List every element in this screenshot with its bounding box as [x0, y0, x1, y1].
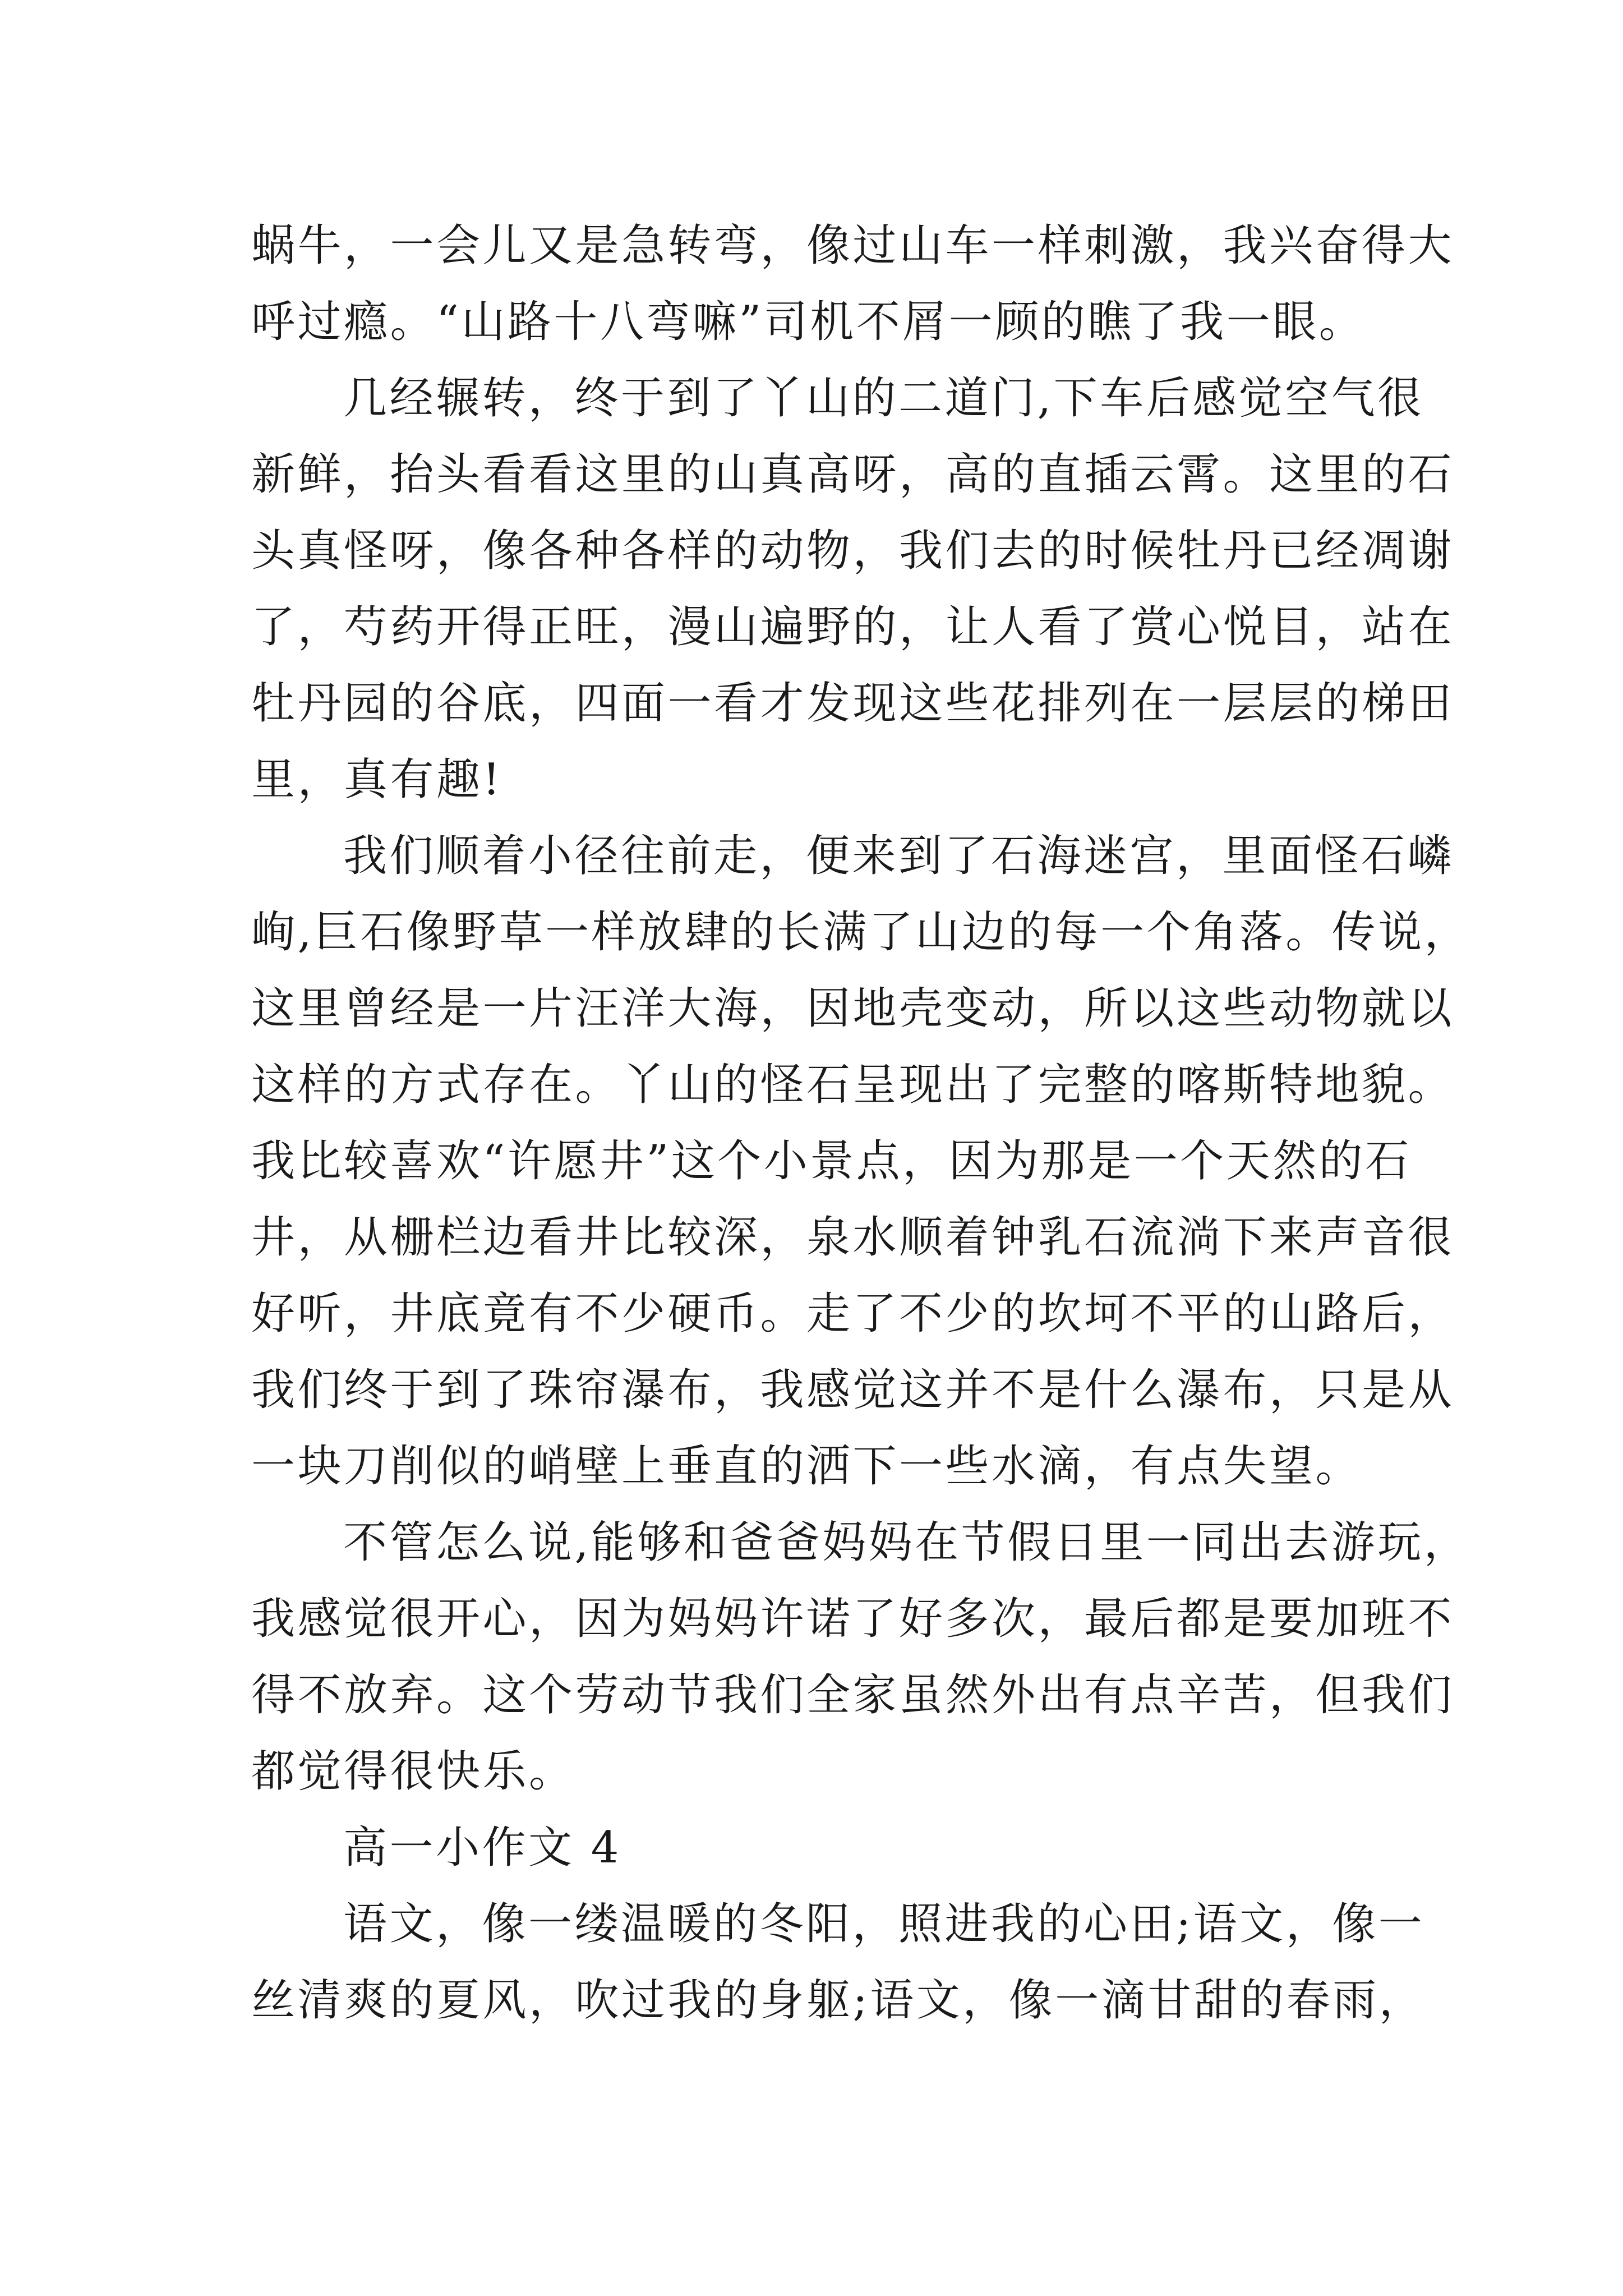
paragraph-start-line: 我们顺着小径往前走，便来到了石海迷宫，里面怪石嶙	[343, 831, 1454, 881]
text-line: 我感觉很开心，因为妈妈许诺了好多次，最后都是要加班不	[251, 1594, 1455, 1644]
text-line: 好听，井底竟有不少硬币。走了不少的坎坷不平的山路后，	[251, 1289, 1455, 1339]
text-line: 丝清爽的夏风，吹过我的身躯;语文，像一滴甘甜的春雨，	[251, 1975, 1426, 2026]
paragraph-start-line: 不管怎么说,能够和爸爸妈妈在节假日里一同出去游玩，	[343, 1517, 1470, 1568]
text-line: 这里曾经是一片汪洋大海，因地壳变动，所以这些动物就以	[251, 983, 1455, 1034]
text-line: 峋,巨石像野草一样放肆的长满了山边的每一个角落。传说，	[251, 907, 1471, 958]
text-line: 了，芍药开得正旺，漫山遍野的，让人看了赏心悦目，站在	[251, 602, 1455, 652]
text-line: 蜗牛，一会儿又是急转弯，像过山车一样刺激，我兴奋得大	[251, 220, 1455, 271]
text-line: 井，从栅栏边看井比较深，泉水顺着钟乳石流淌下来声音很	[251, 1212, 1455, 1263]
text-line: 一块刀削似的峭壁上垂直的洒下一些水滴，有点失望。	[251, 1441, 1362, 1492]
text-line: 都觉得很快乐。	[251, 1746, 575, 1797]
text-line: 我比较喜欢“许愿井”这个小景点，因为那是一个天然的石	[251, 1136, 1412, 1186]
text-line: 里，真有趣!	[251, 754, 503, 805]
text-line: 牡丹园的谷底，四面一看才发现这些花排列在一层层的梯田	[251, 678, 1455, 729]
section-heading: 高一小作文 4	[343, 1823, 621, 1873]
text-line: 呼过瘾。“山路十八弯嘛”司机不屑一顾的瞧了我一眼。	[251, 297, 1366, 347]
paragraph-start-line: 语文，像一缕温暖的冬阳，照进我的心田;语文，像一	[343, 1899, 1425, 1949]
text-line: 这样的方式存在。丫山的怪石呈现出了完整的喀斯特地貌。	[251, 1060, 1455, 1110]
paragraph-start-line: 几经辗转，终于到了丫山的二道门,下车后感觉空气很	[343, 373, 1424, 424]
text-line: 新鲜，抬头看看这里的山真高呀，高的直插云霄。这里的石	[251, 449, 1455, 500]
text-line: 我们终于到了珠帘瀑布，我感觉这并不是什么瀑布，只是从	[251, 1365, 1455, 1415]
text-line: 得不放弃。这个劳动节我们全家虽然外出有点辛苦，但我们	[251, 1670, 1455, 1720]
body-text	[251, 208, 1471, 2039]
text-line: 头真怪呀，像各种各样的动物，我们去的时候牡丹已经凋谢	[251, 526, 1455, 576]
